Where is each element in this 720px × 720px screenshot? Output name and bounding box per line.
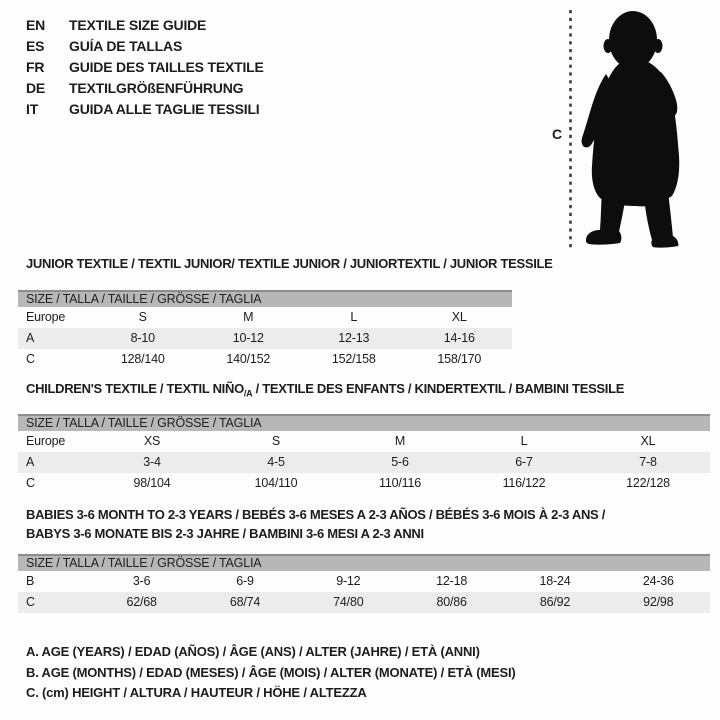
table-cell: 3-6 xyxy=(132,574,151,588)
row-label: Europe xyxy=(26,434,66,448)
table-cell: 18-24 xyxy=(539,574,571,588)
table-cell: 9-12 xyxy=(336,574,361,588)
language-title-list xyxy=(26,15,264,120)
lang-code: EN xyxy=(26,17,46,33)
table-cell: 24-36 xyxy=(642,574,674,588)
table-cell: 10-12 xyxy=(232,331,264,345)
table-cell: 4-5 xyxy=(267,455,285,469)
table-cell: L xyxy=(520,434,528,448)
table-cell: 6-7 xyxy=(515,455,533,469)
toddler-silhouette xyxy=(582,11,680,248)
lang-code: FR xyxy=(26,59,45,75)
table-cell: 74/80 xyxy=(333,595,364,609)
table-cell: S xyxy=(138,310,147,324)
size-table-header: SIZE / TALLA / TAILLE / GRÖSSE / TAGLIA xyxy=(18,290,512,307)
height-figure xyxy=(540,4,716,256)
table-row xyxy=(18,473,710,494)
lang-code: IT xyxy=(26,101,39,117)
table-cell: 98/104 xyxy=(133,476,171,490)
table-cell: 3-4 xyxy=(143,455,161,469)
table-cell: L xyxy=(350,310,358,324)
toddler-silhouette-icon xyxy=(566,4,712,252)
table-cell: M xyxy=(394,434,406,448)
table-row xyxy=(18,592,710,613)
table-row xyxy=(18,571,710,592)
size-table-header: SIZE / TALLA / TAILLE / GRÖSSE / TAGLIA xyxy=(18,414,710,431)
guide-title-it: GUIDA ALLE TAGLIE TESSILI xyxy=(69,101,260,117)
title-segment: CHILDREN'S TEXTILE / TEXTIL NIÑO xyxy=(26,381,244,396)
height-measure-label: C xyxy=(552,126,563,142)
guide-title-es: GUÍA DE TALLAS xyxy=(69,38,183,54)
table-row xyxy=(18,349,512,370)
row-label: C xyxy=(26,352,35,366)
table-cell: 12-18 xyxy=(436,574,468,588)
lang-row-en xyxy=(26,15,264,36)
lang-row-de xyxy=(26,78,264,99)
table-cell: 5-6 xyxy=(391,455,409,469)
table-cell: XL xyxy=(451,310,467,324)
table-row xyxy=(18,328,512,349)
row-label: B xyxy=(26,574,35,588)
children-table-title xyxy=(26,381,624,399)
row-label: Europe xyxy=(26,310,66,324)
table-cell: 116/122 xyxy=(502,476,546,490)
footnote-b: B. AGE (MONTHS) / EDAD (MESES) / ÂGE (MOIS) / ALTER (MONATE) / ETÀ (MESI) xyxy=(26,664,516,680)
title-segment: / TEXTILE DES ENFANTS / KINDERTEXTIL / BAMBINI TESSILE xyxy=(252,381,625,396)
table-cell: 62/68 xyxy=(126,595,157,609)
lang-code: ES xyxy=(26,38,45,54)
babies-table-title xyxy=(26,505,686,543)
table-cell: 6-9 xyxy=(236,574,254,588)
babies-title-line1: BABIES 3-6 MONTH TO 2-3 YEARS / BEBÉS 3-6 MESES A 2-3 AÑOS / BÉBÉS 3-6 MOIS À 2-3 ANS / xyxy=(26,507,606,522)
title-subscript: /A xyxy=(243,388,253,399)
table-cell: 128/140 xyxy=(120,352,165,366)
table-cell: 7-8 xyxy=(639,455,657,469)
table-cell: 152/158 xyxy=(331,352,376,366)
babies-title-line2: BABYS 3-6 MONATE BIS 2-3 JAHRE / BAMBINI 3-6 MESI A 2-3 ANNI xyxy=(26,526,424,541)
footnote-a: A. AGE (YEARS) / EDAD (AÑOS) / ÂGE (ANS) / ALTER (JAHRE) / ETÀ (ANNI) xyxy=(26,644,480,659)
lang-row-it xyxy=(26,99,264,120)
table-row xyxy=(18,431,710,452)
table-cell: S xyxy=(271,434,281,448)
table-row xyxy=(18,307,512,328)
table-cell: 86/92 xyxy=(539,595,571,609)
table-cell: 104/110 xyxy=(254,476,298,490)
legend-footnotes xyxy=(26,642,516,704)
babies-size-table xyxy=(18,554,710,613)
table-cell: XS xyxy=(143,434,161,448)
lang-row-fr xyxy=(26,57,264,78)
table-cell: M xyxy=(243,310,254,324)
children-size-table xyxy=(18,414,710,494)
table-cell: 8-10 xyxy=(130,331,155,345)
row-label: C xyxy=(26,476,35,490)
table-row xyxy=(18,452,710,473)
table-cell: 122/128 xyxy=(626,476,670,490)
lang-row-es xyxy=(26,36,264,57)
row-label: A xyxy=(26,331,35,345)
table-cell: 110/116 xyxy=(379,476,421,490)
junior-size-table xyxy=(18,290,512,370)
table-cell: 12-13 xyxy=(338,331,370,345)
row-label: C xyxy=(26,595,35,609)
guide-title-en: TEXTILE SIZE GUIDE xyxy=(69,17,207,33)
table-cell: 158/170 xyxy=(437,352,482,366)
size-table-header: SIZE / TALLA / TAILLE / GRÖSSE / TAGLIA xyxy=(18,554,710,571)
table-cell: 92/98 xyxy=(643,595,674,609)
table-cell: 80/86 xyxy=(436,595,467,609)
table-cell: XL xyxy=(640,434,656,448)
table-cell: 14-16 xyxy=(443,331,475,345)
row-label: A xyxy=(26,455,35,469)
footnote-c: C. (cm) HEIGHT / ALTURA / HAUTEUR / HÖHE / ALTEZZA xyxy=(26,685,367,700)
guide-title-de: TEXTILGRÖßENFÜHRUNG xyxy=(69,80,244,96)
guide-title-fr: GUIDE DES TAILLES TEXTILE xyxy=(69,59,264,75)
junior-table-title: JUNIOR TEXTILE / TEXTIL JUNIOR/ TEXTILE JUNIOR / JUNIORTEXTIL / JUNIOR TESSILE xyxy=(26,256,553,271)
lang-code: DE xyxy=(26,80,46,96)
table-cell: 140/152 xyxy=(226,352,271,366)
table-cell: 68/74 xyxy=(229,595,261,609)
